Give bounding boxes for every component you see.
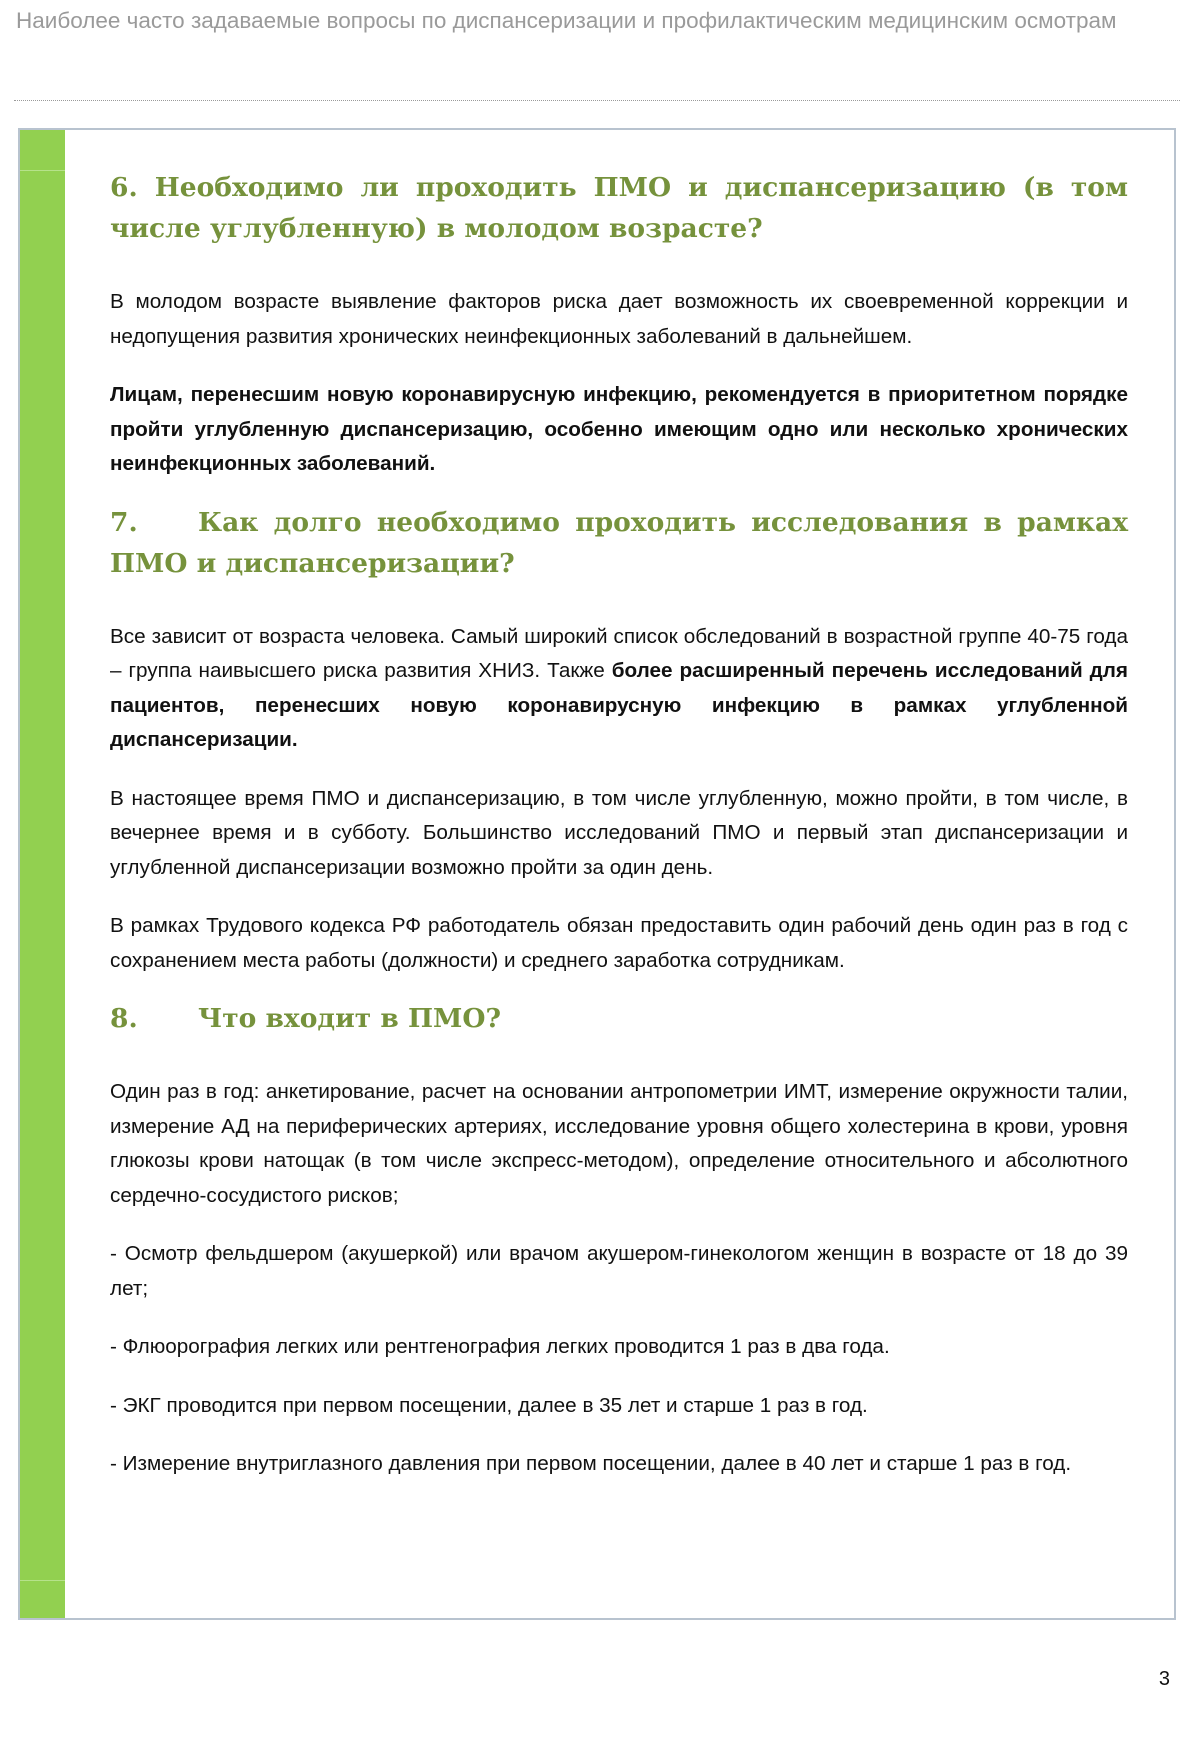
section-7-paragraph: В рамках Трудового кодекса РФ работодатель обязан предоставить один рабочий день один раз в год с сохранением места работы (должности) и среднего заработка сотрудникам. bbox=[110, 914, 1128, 972]
section-8-paragraph: Один раз в год: анкетирование, расчет на основании антропометрии ИМТ, измерение окружности талии, измерение АД на периферических артериях, исследование уровня общего холестерина в крови, уровня глюкозы крови натощак (в том числе экспресс-методом), определение относительного и абсолютного сердечно-сосудистого рисков; bbox=[110, 1080, 1128, 1207]
bold-text: более расширенный перечень исследований для пациентов, перенесших новую коронавирусную инфекцию в рамках углубленной диспансеризации. bbox=[110, 659, 1128, 751]
normal-text: Все зависит от возраста человека. Самый широкий список обследований в возрастной группе 40-75 года – группа наивысшего риска развития ХНИЗ. Также bbox=[110, 624, 1128, 682]
header-divider bbox=[14, 100, 1180, 101]
section-6-bold-paragraph bbox=[110, 378, 1128, 482]
bold-text: Лицам, перенесшим новую коронавирусную инфекцию, рекомендуется в приоритетном порядке пройти углубленную диспансеризацию, особенно имеющим одно или несколько хронических неинфекционных заболеваний. bbox=[110, 383, 1128, 475]
section-7-paragraph: В настоящее время ПМО и диспансеризацию, в том числе углубленную, можно пройти, в том числе, в вечернее время и в субботу. Большинство исследований ПМО и первый этап диспансеризации и углубленной диспансеризации возможно пройти за один день. bbox=[110, 786, 1128, 879]
accent-sidebar bbox=[20, 130, 65, 1618]
section-7-paragraph bbox=[110, 620, 1128, 758]
section-title: Что входит в ПМО? bbox=[198, 1003, 501, 1034]
accent-sidebar-mark bbox=[20, 170, 65, 171]
section-number: 8. bbox=[110, 1003, 138, 1034]
page-number: 3 bbox=[1158, 1668, 1170, 1690]
list-item: - Флюорография легких или рентгенография легких проводится 1 раз в два года. bbox=[110, 1335, 890, 1358]
section-6-heading: 6. Необходимо ли проходить ПМО и диспансеризацию (в том числе углубленную) в молодом возрасте? bbox=[110, 172, 1128, 244]
list-item: - Осмотр фельдшером (акушеркой) или врачом акушером-гинекологом женщин в возрасте от 18 до 39 лет; bbox=[110, 1242, 1128, 1300]
section-title: Как долго необходимо проходить исследования в рамках ПМО и диспансеризации? bbox=[110, 506, 1128, 579]
list-item: - Измерение внутриглазного давления при первом посещении, далее в 40 лет и старше 1 раз в год. bbox=[110, 1452, 1072, 1475]
section-8-heading bbox=[110, 998, 1128, 1039]
running-header: Наиболее часто задаваемые вопросы по диспансеризации и профилактическим медицинским осмотрам bbox=[16, 8, 1117, 33]
section-7-heading bbox=[110, 502, 1128, 584]
document-body bbox=[110, 167, 1128, 1482]
section-6-paragraph: В молодом возрасте выявление факторов риска дает возможность их своевременной коррекции и недопущения развития хронических неинфекционных заболеваний в дальнейшем. bbox=[110, 290, 1128, 348]
list-item: - ЭКГ проводится при первом посещении, далее в 35 лет и старше 1 раз в год. bbox=[110, 1393, 868, 1417]
section-number: 7. bbox=[110, 506, 138, 538]
accent-sidebar-mark bbox=[20, 1580, 65, 1581]
content-frame bbox=[18, 128, 1176, 1620]
